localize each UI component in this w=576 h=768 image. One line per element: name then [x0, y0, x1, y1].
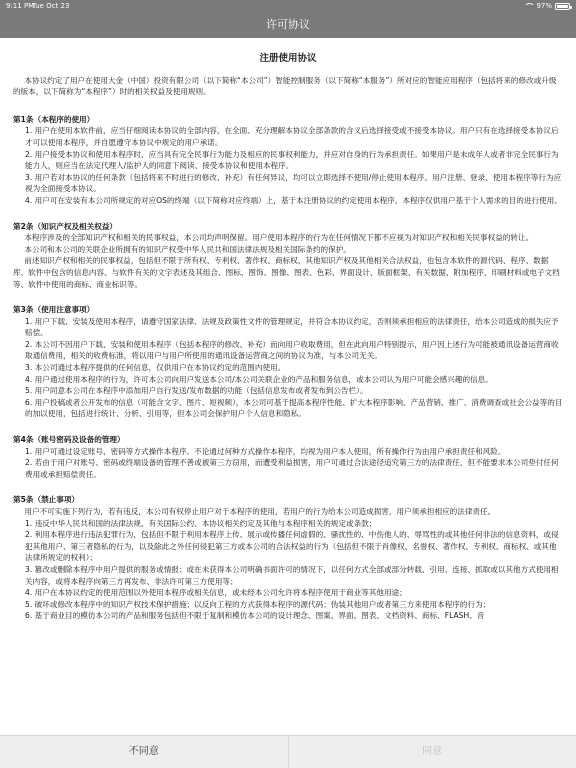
list-item: 2. 利用本程序进行违法犯罪行为，包括但不限于利用本程序上传、展示或传播任何虚假的、骚扰性的、中伤他人的、辱骂性的或其他任何非法的信息资料，或侵犯其他用户、第三者隐私的行为，以及除此之外任何侵犯第三方或本公司的合法权益的行为（包括但不限于肖像权、名誉权、著作权、专利权、商标权、或其他法律所规定的权利）； [25, 530, 559, 563]
section-list [13, 446, 563, 481]
list-item: 2. 本公司不因用户下载、安装和使用本程序（包括本程序的修改、补充）而向用户收取费用，但在此向用户特别提示，用户因上述行为可能被通讯设备运营商收取通信费用，相关的收费标准，将以用户与用户所使用的通讯设备运营商之间的协议为准，与本公司无关。 [25, 339, 559, 361]
battery-fill [557, 5, 568, 8]
list-item: 6. 基于商业目的模仿本公司的产品和服务包括但不限于复制和模仿本公司的设计理念、图案、界面、图表、文档资料、商标、FLASH、音 [25, 611, 485, 621]
list-item: 1. 违反中华人民共和国的法律法规、有关国际公约、本协议相关约定及其他与本程序相关的规定或条款； [25, 518, 377, 528]
sections-container [13, 114, 563, 622]
list-item: 6. 用户投稿或者公开发布的信息（可能含文字、图片、短视频），本公司可基于提高本程序性能、扩大本程序影响、产品营销、推广、消费调查或社会公益等的目的加以使用，包括进行统计、分析、引用等，但本公司会保护用户个人信息和隐私。 [25, 397, 563, 419]
section-title: 第2条（知识产权及相关权益） [13, 221, 118, 231]
list-item: 2. 若由于用户对账号、密码或终端设备的管理不善或被第三方窃用，而遭受利益损害，用户可通过合法途径追究第三方的法律责任，但不能要求本公司垫付任何费用或承担赔偿责任。 [25, 458, 559, 479]
document-title: 注册使用协议 [259, 53, 317, 64]
section-paragraph: 用户不可实施下列行为，若有违反，本公司有权停止用户对于本程序的使用，若用户的行为给本公司造成损害，用户须承担相应的法律责任。 [24, 507, 496, 516]
list-item: 4. 用户通过使用本程序的行为，许可本公司向用户发送本公司/本公司关联企业的产品和服务信息，或本公司认为用户可能会感兴趣的信息。 [25, 374, 493, 384]
section [13, 494, 563, 622]
section-paragraph: 本程序涉及的全部知识产权和相关的民事权益，本公司均声明保留。用户使用本程序的行为在任何情况下都不应视为对知识产权和相关民事权益的转让。 [24, 233, 534, 243]
list-item: 2. 用户接受本协议和使用本程序时，应当具有完全民事行为能力及相应的民事权利能力，并应对自身的行为承担责任。如果用户是未成年人或者非完全民事行为能力人，则应当在法定代理人/监护人的同意下阅读、接受本协议和使用本程序。 [25, 149, 559, 171]
section-title: 第1条（本程序的使用） [13, 114, 95, 124]
status-time: 9:11 PM [6, 2, 35, 10]
battery-percent: 97% [536, 2, 552, 10]
section [13, 221, 563, 291]
list-item: 4. 用户可在安装有本公司所规定的对应OS的终端（以下简称对应终端）上，基于本注册协议的约定使用本程序。本程序仅供用户基于个人需求的目的进行使用。 [25, 195, 562, 205]
list-item: 1. 用户在使用本软件前，应当仔细阅读本协议的全部内容，在全面、充分理解本协议全部条款的含义后选择接受或不接受本协议。用户只有在选择接受本协议后才可以使用本程序，并自愿遵守本协议中规定的用户承诺。 [25, 126, 559, 147]
agree-button[interactable]: 同意 [422, 746, 443, 757]
list-item: 4. 用户在本协议约定的使用范围以外使用本程序或相关信息，或未经本公司允许将本程序使用于商业等其他用途； [25, 588, 407, 598]
list-item: 3. 本公司通过本程序提供的任何信息，仅供用户在本协议约定的范围内使用。 [25, 363, 286, 373]
list-item: 1. 用户下载、安装及使用本程序，请遵守国家法律、法规及政策性文件的管理规定，并符合本协议约定，否则须承担相应的法律责任，给本公司造成的损失应予赔偿。 [25, 316, 559, 338]
wifi-icon [524, 3, 533, 10]
section-title: 第4条（账号密码及设备的管理） [13, 435, 125, 445]
list-item: 3. 用户若对本协议的任何条款（包括将来不时进行的修改、补充）有任何异议，均可以立即选择不使用/停止使用本程序。用户注册、登录、使用本程序等行为应视为全面接受本协议。 [25, 172, 562, 194]
section-title: 第3条（使用注意事项） [13, 305, 95, 315]
status-bar [0, 0, 576, 12]
bottom-action-bar [0, 735, 576, 768]
list-item: 1. 用户可通过设定账号、密码等方式操作本程序。不论通过何种方式操作本程序，均视为用户本人使用，所有操作行为由用户承担责任和风险。 [25, 446, 506, 456]
status-date: Tue Oct 23 [32, 2, 70, 10]
disagree-button[interactable]: 不同意 [0, 736, 289, 768]
section-list [13, 125, 563, 206]
document-intro: 本协议约定了用户在使用大金（中国）投资有限公司（以下简称“本公司”）智能控制服务（以下简称“本服务”）所对应的智能应用程序（包括将来的修改或升级的版本，以下简称为“本程序”）时的相关权益及使用规则。 [13, 75, 557, 97]
nav-bar [0, 12, 576, 38]
section-paragraph: 前述知识产权和相关的民事权益，包括但不限于所有权、专利权、著作权、商标权、其他知识产权及其他相关合法权益，也包含本软件的源代码、程序、数据库、软件中包含的信息内容、与软件有关的文字表述及其组合、图标、图饰、图像、图表、色彩、界面设计、版面框架、有关数据、附加程序、印刷材料或电子文档等、软件中使用的商标、商业标识等。 [13, 256, 560, 289]
section-title: 第5条（禁止事项） [13, 495, 80, 505]
section-list [13, 518, 563, 622]
section [13, 304, 563, 420]
battery-icon [555, 3, 570, 10]
section [13, 434, 563, 480]
list-item: 5. 破坏或修改本程序中的知识产权技术保护措施；以反向工程的方式获得本程序的源代码；伪装其他用户或者第三方来使用本程序的行为； [25, 599, 491, 609]
section-paragraph: 本公司和本公司的关联企业所拥有的知识产权受中华人民共和国法律法规及相关国际条约的保护。 [24, 244, 351, 254]
list-item: 3. 篡改或删除本程序中用户提供的服务或情报；或在未获得本公司明确书面许可的情况下，以任何方式全部或部分转载、引用、连接、抓取或以其他方式使用相关内容，或将本程序向第三方再发布、非法许可第三方使用等； [25, 564, 559, 586]
status-right [524, 0, 570, 12]
page-title: 许可协议 [266, 18, 310, 31]
list-item: 5. 用户同意本公司在本程序中添加用户自行发送/发布数据的功能（包括信息发布或者发布到公告栏）。 [25, 386, 368, 396]
section-list [13, 316, 563, 420]
agreement-content[interactable] [0, 38, 576, 735]
section [13, 114, 563, 207]
